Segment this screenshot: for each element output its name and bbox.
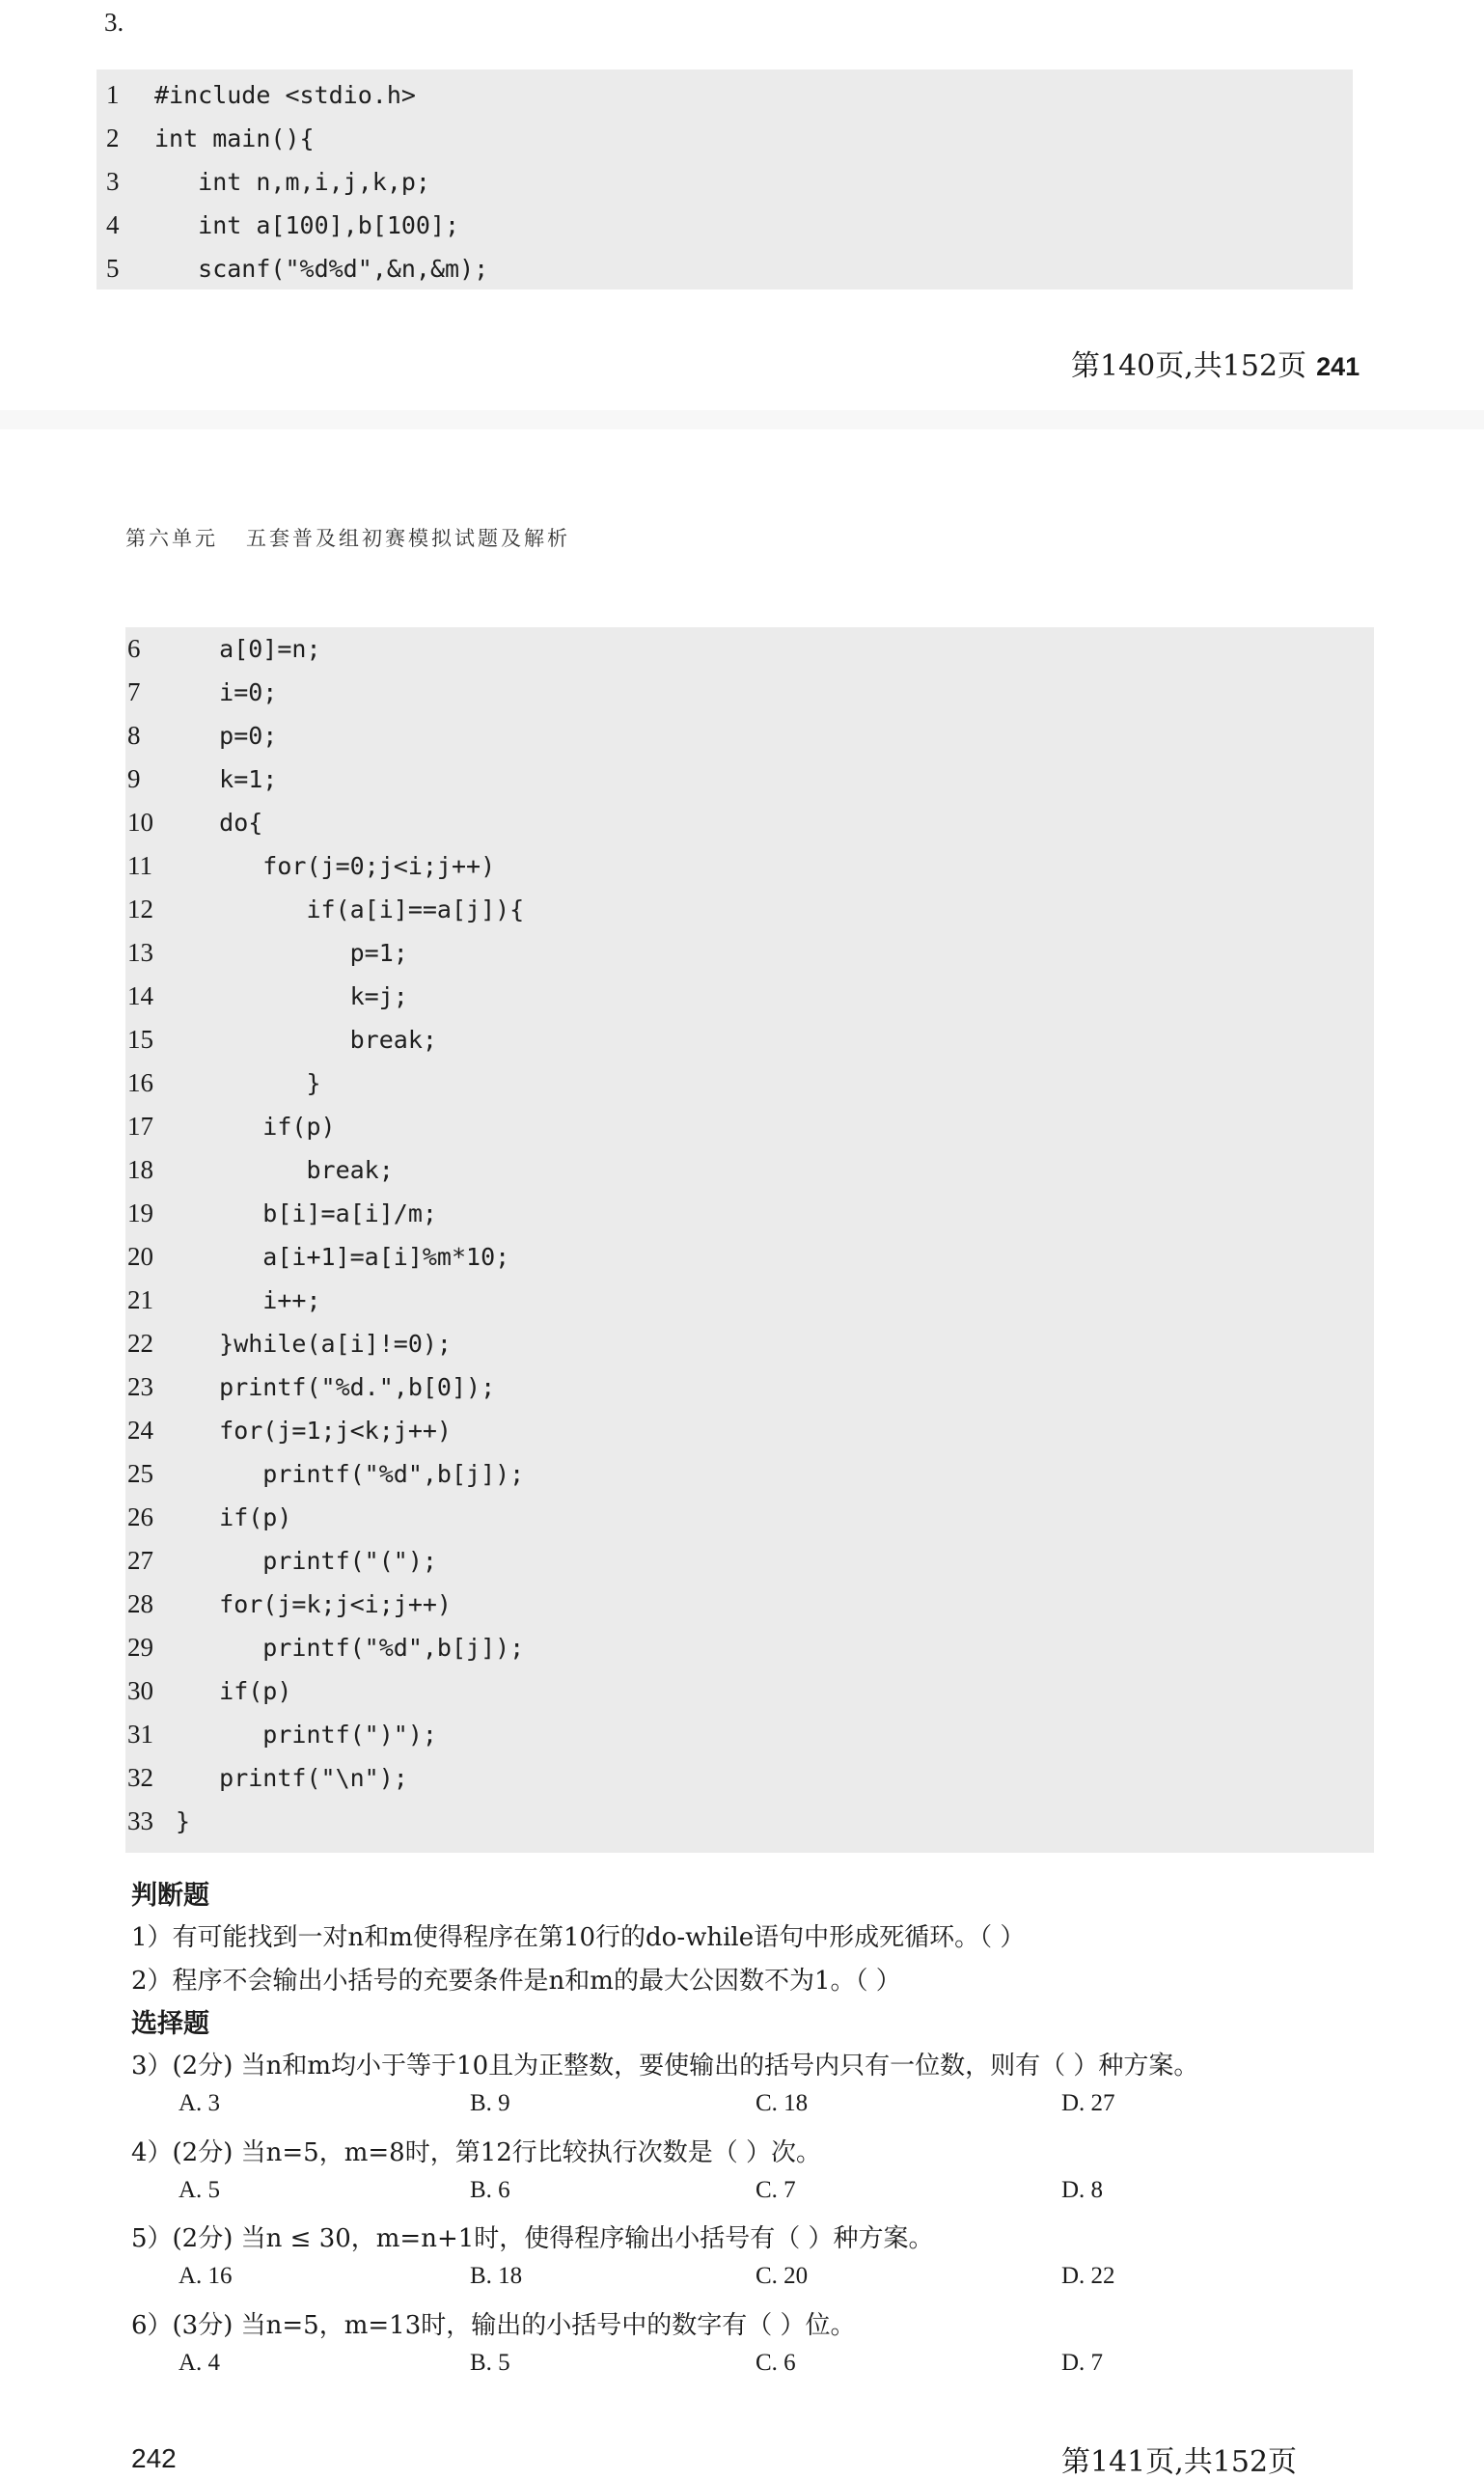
code-line: 17 if(p) bbox=[127, 1112, 336, 1141]
option-b: B. 18 bbox=[470, 2263, 523, 2289]
code-line: 23 printf("%d.",b[0]); bbox=[127, 1372, 496, 1401]
code-line: 21 i++; bbox=[127, 1285, 321, 1314]
choice-question-3: 3）(2分) 当n和m均小于等于10且为正整数，要使输出的括号内只有一位数，则有（ ）种方案。 bbox=[131, 2052, 1199, 2080]
code-line: 18 break; bbox=[127, 1155, 394, 1184]
option-d: D. 22 bbox=[1061, 2263, 1115, 2289]
option-b: B. 5 bbox=[470, 2350, 510, 2376]
code-line: 24 for(j=1;j<k;j++) bbox=[127, 1416, 452, 1445]
question-number: 3. bbox=[104, 8, 124, 37]
code-line: 15 break; bbox=[127, 1025, 437, 1054]
code-line: 31 printf(")"); bbox=[127, 1720, 437, 1749]
code-line: 25 printf("%d",b[j]); bbox=[127, 1459, 525, 1488]
option-b: B. 9 bbox=[470, 2090, 510, 2116]
option-a: A. 4 bbox=[179, 2350, 221, 2376]
code-line: 28 for(j=k;j<i;j++) bbox=[127, 1589, 452, 1618]
choice-section-title: 选择题 bbox=[131, 2009, 209, 2039]
code-line: 6 a[0]=n; bbox=[127, 634, 321, 663]
code-line: 4 int a[100],b[100]; bbox=[106, 210, 460, 239]
judge-question-2: 2）程序不会输出小括号的充要条件是n和m的最大公因数不为1。（ ） bbox=[131, 1967, 901, 1996]
code-line: 22 }while(a[i]!=0); bbox=[127, 1329, 452, 1358]
page-indicator: 第141页,共152页 bbox=[1061, 2445, 1298, 2479]
code-line: 10 do{ bbox=[127, 808, 263, 837]
code-line: 8 p=0; bbox=[127, 721, 278, 750]
option-c: C. 6 bbox=[756, 2350, 796, 2376]
code-line: 9 k=1; bbox=[127, 764, 278, 793]
option-c: C. 7 bbox=[756, 2177, 796, 2203]
page-separator bbox=[0, 410, 1484, 429]
code-line: 19 b[i]=a[i]/m; bbox=[127, 1199, 437, 1227]
code-block-part1 bbox=[96, 69, 1353, 289]
code-line: 3 int n,m,i,j,k,p; bbox=[106, 167, 430, 196]
code-line: 33 } bbox=[127, 1806, 191, 1835]
code-block-part2 bbox=[125, 627, 1374, 1853]
page-footer bbox=[1071, 342, 1360, 384]
code-line: 20 a[i+1]=a[i]%m*10; bbox=[127, 1242, 510, 1271]
option-a: A. 16 bbox=[179, 2263, 233, 2289]
option-a: A. 3 bbox=[179, 2090, 221, 2116]
option-b: B. 6 bbox=[470, 2177, 510, 2203]
choice-question-4: 4）(2分) 当n=5，m=8时，第12行比较执行次数是（ ）次。 bbox=[131, 2138, 822, 2167]
option-c: C. 20 bbox=[756, 2263, 809, 2289]
code-line: 26 if(p) bbox=[127, 1502, 292, 1531]
code-line: 29 printf("%d",b[j]); bbox=[127, 1633, 525, 1662]
option-d: D. 7 bbox=[1061, 2350, 1104, 2376]
page-indicator: 第140页,共152页 bbox=[1071, 349, 1307, 383]
page-140 bbox=[0, 0, 1484, 410]
page-number: 242 bbox=[131, 2443, 177, 2473]
judge-question-1: 1）有可能找到一对n和m使得程序在第10行的do-while语句中形成死循环。（ ） bbox=[131, 1923, 1026, 1952]
code-line: 14 k=j; bbox=[127, 981, 408, 1010]
page-number: 241 bbox=[1316, 352, 1360, 381]
judge-section-title: 判断题 bbox=[131, 1881, 209, 1911]
code-line: 1 #include <stdio.h> bbox=[106, 80, 416, 109]
code-line: 7 i=0; bbox=[127, 677, 278, 706]
chapter-header: 第六单元 五套普及组初赛模拟试题及解析 bbox=[125, 527, 571, 550]
option-c: C. 18 bbox=[756, 2090, 809, 2116]
option-a: A. 5 bbox=[179, 2177, 221, 2203]
choice-question-6: 6）(3分) 当n=5，m=13时，输出的小括号中的数字有（ ）位。 bbox=[131, 2311, 856, 2340]
code-line: 16 } bbox=[127, 1068, 321, 1097]
code-line: 27 printf("("); bbox=[127, 1546, 437, 1575]
code-line: 2 int main(){ bbox=[106, 124, 315, 152]
code-line: 30 if(p) bbox=[127, 1676, 292, 1705]
option-d: D. 27 bbox=[1061, 2090, 1115, 2116]
code-line: 12 if(a[i]==a[j]){ bbox=[127, 895, 525, 923]
choice-question-5: 5）(2分) 当n ≤ 30，m=n+1时，使得程序输出小括号有（ ）种方案。 bbox=[131, 2224, 934, 2253]
option-d: D. 8 bbox=[1061, 2177, 1104, 2203]
code-line: 32 printf("\n"); bbox=[127, 1763, 408, 1792]
code-line: 11 for(j=0;j<i;j++) bbox=[127, 851, 496, 880]
code-line: 5 scanf("%d%d",&n,&m); bbox=[106, 254, 489, 283]
code-line: 13 p=1; bbox=[127, 938, 408, 967]
